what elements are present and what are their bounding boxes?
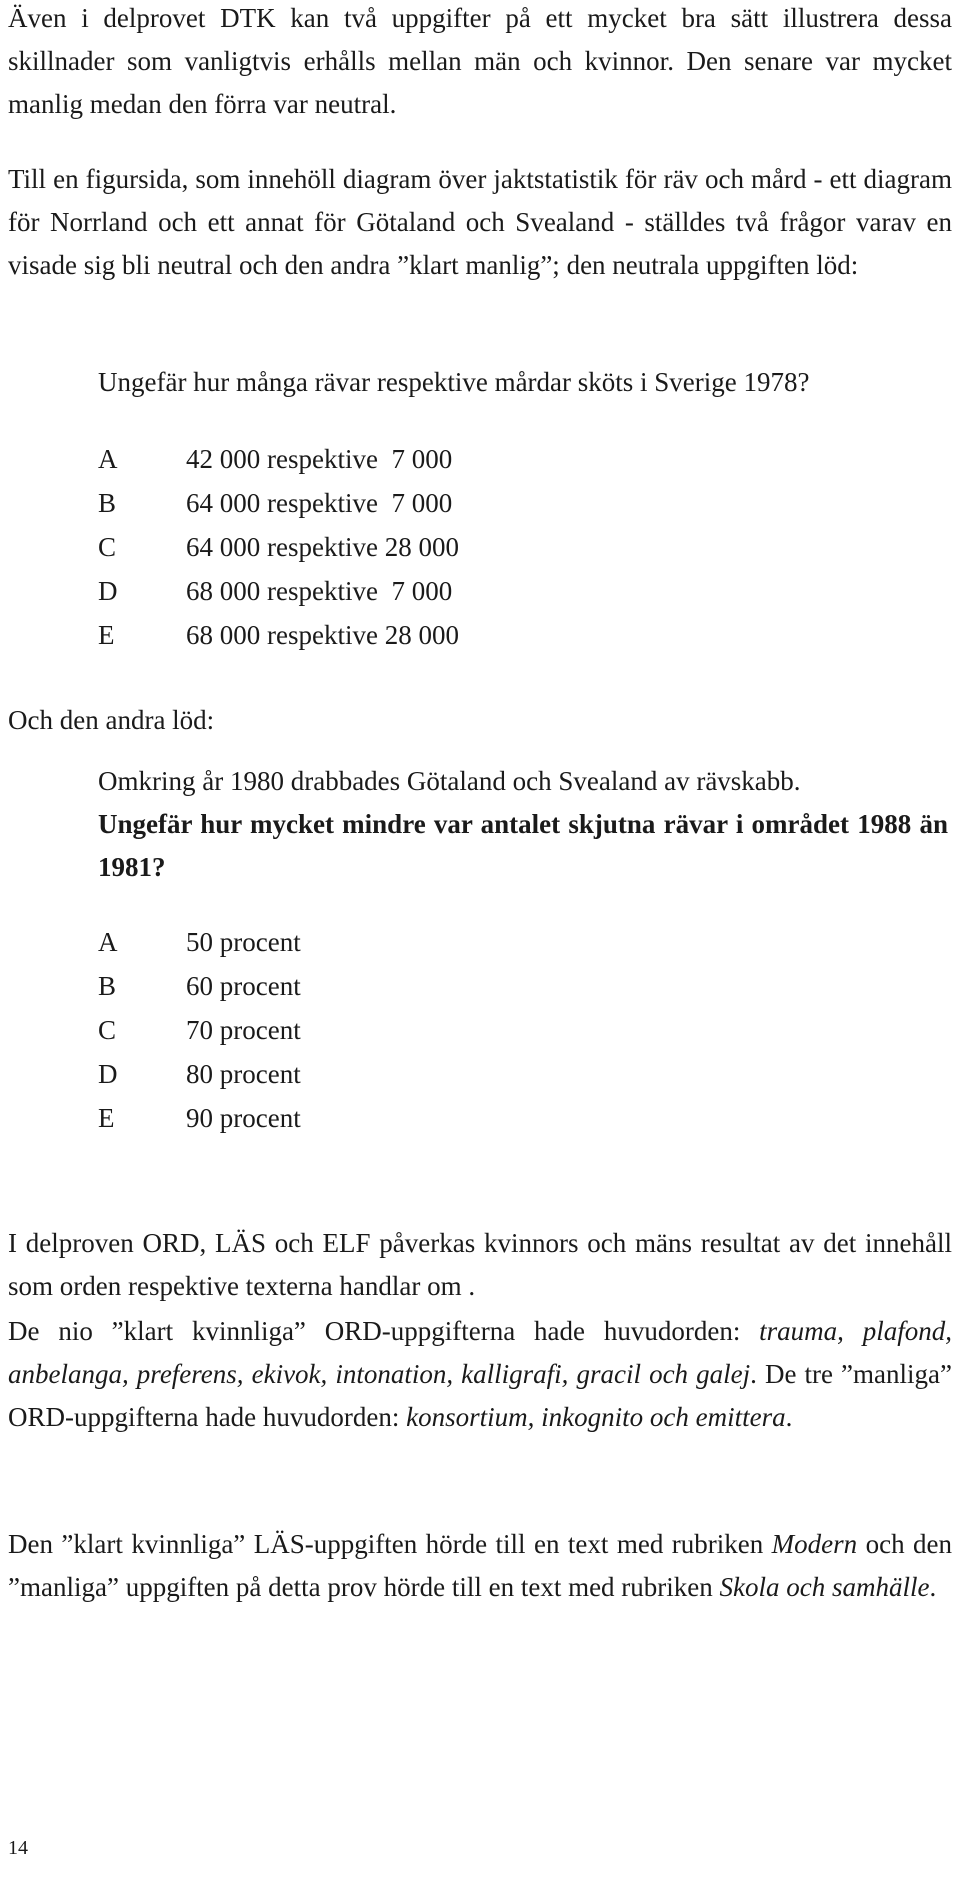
question2-option	[98, 964, 301, 1008]
option-text: 80 procent	[186, 1059, 301, 1089]
question1-stem: Ungefär hur många rävar respektive mårdar sköts i Sverige 1978?	[98, 367, 810, 397]
second-question-intro: Och den andra löd:	[8, 705, 215, 735]
option-text: 64 000 respektive 28 000	[186, 532, 459, 562]
option-text: 68 000 respektive 28 000	[186, 620, 459, 650]
option-letter: A	[98, 927, 118, 957]
paragraph-ord-las-elf: I delproven ORD, LÄS och ELF påverkas kvinnors och mäns resultat av det innehåll som orden respektive texterna handlar om .	[8, 1228, 952, 1301]
option-letter: D	[98, 1059, 118, 1089]
question2-stem-bold: Ungefär hur mycket mindre var antalet skjutna rävar i området 1988 än 1981?	[98, 809, 948, 882]
question1-option	[98, 525, 459, 569]
male-words: konsortium, inkognito och emittera	[406, 1402, 786, 1432]
ord-words-end: .	[785, 1402, 793, 1432]
question2-stem-plain: Omkring år 1980 drabbades Götaland och Svealand av rävskabb.	[98, 766, 801, 796]
paragraph-las-texts	[8, 1523, 952, 1609]
question1-option	[98, 481, 459, 525]
question2-option	[98, 1096, 301, 1140]
ord-words-intro: De nio ”klart kvinnliga” ORD-uppgifterna hade huvudorden:	[8, 1316, 760, 1346]
option-letter: E	[98, 1103, 115, 1133]
page-number: 14	[8, 1837, 28, 1859]
option-text: 64 000 respektive 7 000	[186, 488, 453, 518]
option-text: 60 procent	[186, 971, 301, 1001]
paragraph-ord-words	[8, 1310, 952, 1439]
question2-options	[98, 920, 301, 1140]
option-letter: B	[98, 488, 117, 518]
female-words: trauma, plafond, anbelanga, preferens, ekivok, intonation, kalligrafi, gracil och galej	[8, 1316, 953, 1389]
las-text-end: .	[929, 1572, 937, 1602]
paragraph-figure-page: Till en figursida, som innehöll diagram över jaktstatistik för räv och mård - ett diagram för Norrland och ett annat för Götaland och Svealand - ställdes två frågor varav en visade sig bli neutral och den andra ”klart manlig”; den neutrala uppgiften löd:	[8, 164, 952, 280]
heading-skola: Skola och samhälle	[719, 1572, 930, 1602]
ord-words-mid: . De tre ”manliga” ORD-uppgifterna hade huvudorden:	[8, 1359, 952, 1432]
option-letter: C	[98, 1015, 117, 1045]
option-text: 50 procent	[186, 927, 301, 957]
paragraph-dtk-intro: Även i delprovet DTK kan två uppgifter på ett mycket bra sätt illustrera dessa skillnader som vanligtvis erhålls mellan män och kvinnor. Den senare var mycket manlig medan den förra var neutral.	[8, 3, 952, 119]
question1-option	[98, 613, 459, 657]
option-text: 70 procent	[186, 1015, 301, 1045]
option-text: 90 procent	[186, 1103, 301, 1133]
option-letter: A	[98, 444, 118, 474]
question1-options	[98, 437, 459, 657]
las-text-a: Den ”klart kvinnliga” LÄS-uppgiften hörde till en text med rubriken	[8, 1529, 772, 1559]
option-letter: C	[98, 532, 117, 562]
question2-option	[98, 920, 301, 964]
question1-option	[98, 569, 459, 613]
option-text: 42 000 respektive 7 000	[186, 444, 453, 474]
question2-stem	[98, 760, 948, 889]
option-letter: E	[98, 620, 115, 650]
option-letter: D	[98, 576, 118, 606]
question1-option	[98, 437, 459, 481]
question2-option	[98, 1052, 301, 1096]
option-letter: B	[98, 971, 117, 1001]
option-text: 68 000 respektive 7 000	[186, 576, 453, 606]
heading-modern: Modern	[771, 1529, 858, 1559]
las-text-b: och den ”manliga” uppgiften på detta prov hörde till en text med rubriken	[8, 1529, 952, 1602]
question2-option	[98, 1008, 301, 1052]
